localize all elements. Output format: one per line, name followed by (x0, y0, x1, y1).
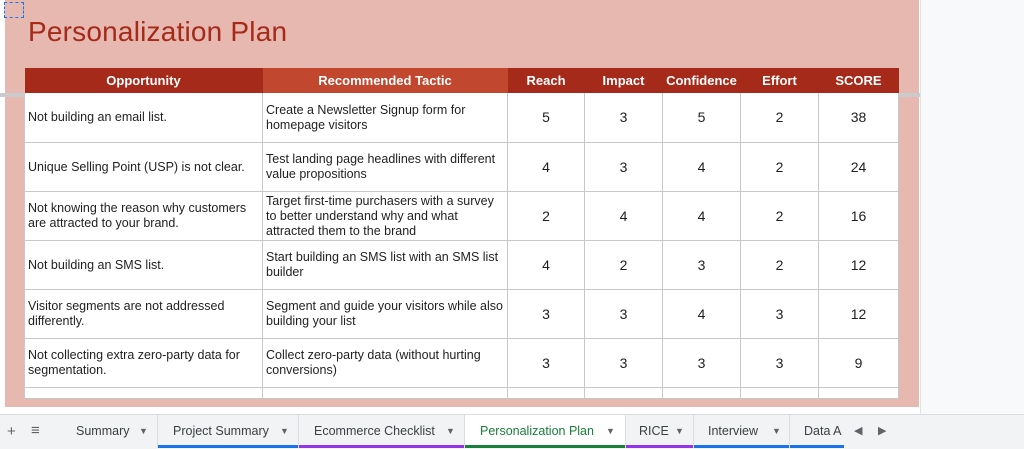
confidence-cell[interactable]: 3 (663, 241, 741, 290)
table-row (25, 241, 899, 290)
effort-cell[interactable]: 3 (741, 339, 819, 388)
empty-cell[interactable] (585, 388, 663, 399)
plus-icon[interactable]: + (7, 423, 16, 440)
tab-data[interactable] (790, 415, 844, 448)
chevron-down-icon[interactable]: ▼ (606, 426, 615, 436)
tactic-cell[interactable]: Start building an SMS list with an SMS list builder (263, 241, 508, 290)
table-row (25, 143, 899, 192)
chevron-right-icon[interactable]: ▶ (878, 425, 887, 437)
impact-cell[interactable]: 3 (585, 339, 663, 388)
column-header-confidence[interactable]: Confidence (663, 68, 741, 93)
reach-cell[interactable]: 4 (508, 143, 585, 192)
opportunity-cell[interactable]: Unique Selling Point (USP) is not clear. (25, 143, 263, 192)
empty-cell[interactable] (741, 388, 819, 399)
impact-cell[interactable]: 3 (585, 93, 663, 143)
table-row (25, 290, 899, 339)
column-header-tactic[interactable]: Recommended Tactic (263, 68, 508, 93)
column-header-score[interactable]: SCORE (819, 68, 899, 93)
chevron-left-icon[interactable]: ◀ (854, 425, 863, 437)
empty-cell[interactable] (819, 388, 899, 399)
column-header-opportunity[interactable]: Opportunity (25, 68, 263, 93)
empty-cell[interactable] (663, 388, 741, 399)
empty-cell[interactable] (508, 388, 585, 399)
tab-label: Summary (76, 424, 130, 438)
effort-cell[interactable]: 2 (741, 241, 819, 290)
score-cell[interactable]: 12 (819, 241, 899, 290)
empty-cell[interactable] (263, 388, 508, 399)
tab-label: RICE (639, 424, 669, 438)
confidence-cell[interactable]: 3 (663, 339, 741, 388)
score-cell[interactable]: 16 (819, 192, 899, 241)
column-header-impact[interactable]: Impact (585, 68, 663, 93)
table-row (25, 339, 899, 388)
tactic-cell[interactable]: Target first-time purchasers with a survey to better understand why and what attracted them to the brand (263, 192, 508, 241)
opportunity-cell[interactable]: Not building an SMS list. (25, 241, 263, 290)
score-cell[interactable]: 24 (819, 143, 899, 192)
tab-label: Project Summary (173, 424, 269, 438)
page-title: Personalization Plan (28, 16, 288, 47)
chevron-down-icon[interactable]: ▼ (280, 426, 289, 436)
header-row (25, 68, 899, 93)
empty-cell[interactable] (25, 388, 263, 399)
menu-icon[interactable]: ≡ (31, 422, 40, 439)
tactic-cell[interactable]: Segment and guide your visitors while also building your list (263, 290, 508, 339)
confidence-cell[interactable]: 4 (663, 192, 741, 241)
chevron-down-icon[interactable]: ▼ (139, 426, 148, 436)
column-header-reach[interactable]: Reach (508, 68, 585, 93)
chevron-down-icon[interactable]: ▼ (675, 426, 684, 436)
effort-cell[interactable]: 2 (741, 143, 819, 192)
impact-cell[interactable]: 2 (585, 241, 663, 290)
tactic-cell[interactable]: Collect zero-party data (without hurting conversions) (263, 339, 508, 388)
tab-scroll-controls (844, 415, 894, 448)
empty-row (25, 388, 899, 399)
tactic-cell[interactable]: Create a Newsletter Signup form for homepage visitors (263, 93, 508, 143)
effort-cell[interactable]: 2 (741, 192, 819, 241)
empty-columns-area[interactable] (920, 0, 1024, 414)
table-row (25, 93, 899, 143)
impact-cell[interactable]: 3 (585, 290, 663, 339)
confidence-cell[interactable]: 4 (663, 143, 741, 192)
sheet-tab-bar (0, 414, 1024, 449)
personalization-table (24, 68, 899, 399)
tab-ecommerce-checklist[interactable] (299, 415, 465, 448)
tab-label: Interview (708, 424, 759, 438)
effort-cell[interactable]: 2 (741, 93, 819, 143)
score-cell[interactable]: 9 (819, 339, 899, 388)
reach-cell[interactable]: 3 (508, 290, 585, 339)
table-row (25, 192, 899, 241)
opportunity-cell[interactable]: Visitor segments are not addressed differently. (25, 290, 263, 339)
reach-cell[interactable]: 3 (508, 339, 585, 388)
tab-summary[interactable] (64, 415, 158, 448)
score-cell[interactable]: 12 (819, 290, 899, 339)
tab-label: Ecommerce Checklist (314, 424, 435, 438)
column-header-effort[interactable]: Effort (741, 68, 819, 93)
selected-cell[interactable] (4, 2, 24, 18)
confidence-cell[interactable]: 4 (663, 290, 741, 339)
reach-cell[interactable]: 2 (508, 192, 585, 241)
effort-cell[interactable]: 3 (741, 290, 819, 339)
opportunity-cell[interactable]: Not building an email list. (25, 93, 263, 143)
tab-label: Data A (804, 424, 842, 438)
impact-cell[interactable]: 3 (585, 143, 663, 192)
chevron-down-icon[interactable]: ▼ (772, 426, 781, 436)
tab-project-summary[interactable] (158, 415, 299, 448)
tab-personalization-plan[interactable] (465, 415, 626, 448)
opportunity-cell[interactable]: Not knowing the reason why customers are attracted to your brand. (25, 192, 263, 241)
chevron-down-icon[interactable]: ▼ (446, 426, 455, 436)
score-cell[interactable]: 38 (819, 93, 899, 143)
tactic-cell[interactable]: Test landing page headlines with different value propositions (263, 143, 508, 192)
tab-label: Personalization Plan (480, 424, 594, 438)
impact-cell[interactable]: 4 (585, 192, 663, 241)
opportunity-cell[interactable]: Not collecting extra zero-party data for segmentation. (25, 339, 263, 388)
confidence-cell[interactable]: 5 (663, 93, 741, 143)
reach-cell[interactable]: 4 (508, 241, 585, 290)
tab-interview[interactable] (694, 415, 790, 448)
tab-rice[interactable] (626, 415, 694, 448)
reach-cell[interactable]: 5 (508, 93, 585, 143)
